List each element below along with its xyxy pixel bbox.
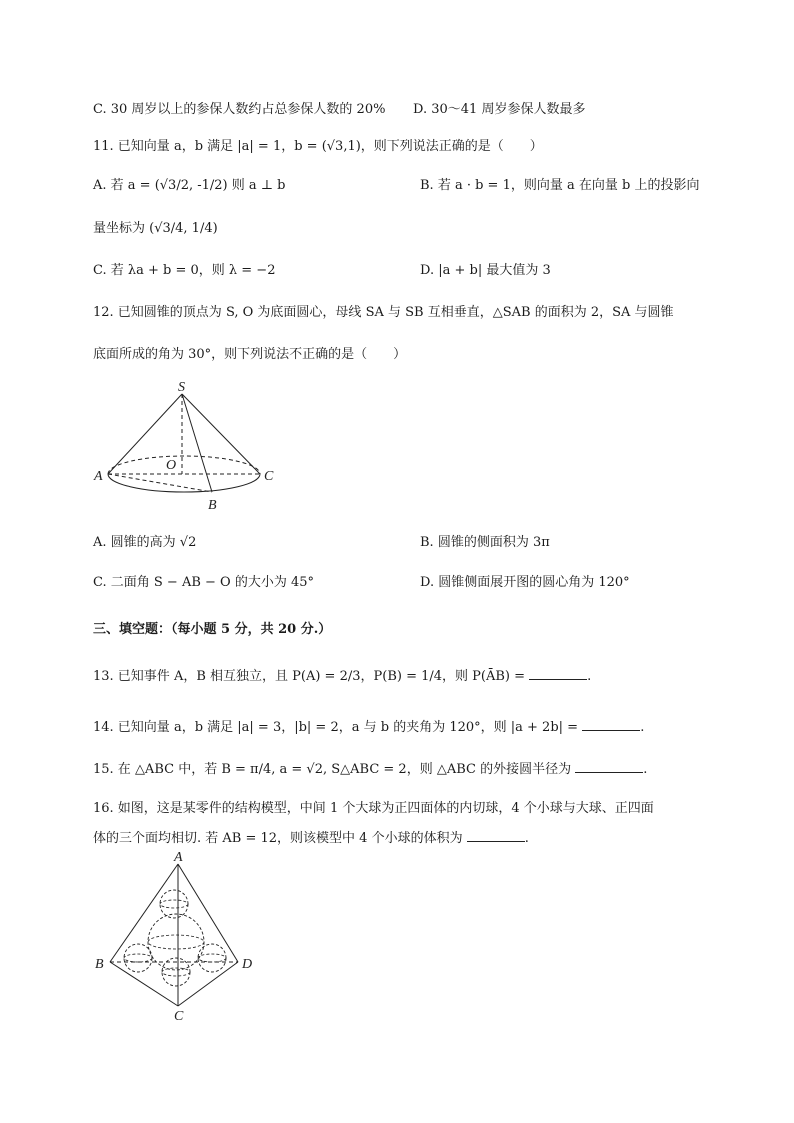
tetra-label-a: A xyxy=(174,850,183,865)
tetra-small-sphere-right-equator xyxy=(198,954,226,962)
q10-option-d: D. 30～41 周岁参保人数最多 xyxy=(413,102,586,117)
q14: 14. 已知向量 a，b 满足 |a| = 3，|b| = 2，a 与 b 的夹角为 120°，则 |a + 2b| = . xyxy=(93,720,645,735)
tetra-small-sphere-bottom-equator xyxy=(162,968,190,976)
tetra-small-sphere-top-equator xyxy=(160,900,188,908)
q16-text: 体的三个面均相切. 若 AB = 12，则该模型中 4 个小球的体积为 xyxy=(93,831,463,846)
q13-text: 13. 已知事件 A，B 相互独立，且 P(A) = 2/3，P(B) = 1/4，则 P(ĀB) = xyxy=(93,669,526,684)
cone-label-a: A xyxy=(94,469,103,484)
cone-figure xyxy=(90,380,280,515)
tetra-small-sphere-top xyxy=(160,890,188,918)
q11-option-b-cont: 量坐标为 (√3/4, 1/4) xyxy=(93,221,218,236)
q11-stem: 11. 已知向量 a，b 满足 |a| = 1，b = (√3,1)，则下列说法正确的是（ ） xyxy=(93,139,543,154)
tetrahedron-figure xyxy=(90,850,260,1022)
q12-stem: 12. 已知圆锥的顶点为 S, O 为底面圆心，母线 SA 与 SB 互相垂直，△SAB 的面积为 2，SA 与圆锥 xyxy=(93,305,674,320)
q14-answer-blank xyxy=(582,718,640,731)
cone-label-c: C xyxy=(264,469,274,484)
tetra-edge-cd xyxy=(178,962,238,1006)
q11-option-b: B. 若 a · b = 1，则向量 a 在向量 b 上的投影向 xyxy=(420,178,700,193)
q16-stem: 16. 如图，这是某零件的结构模型，中间 1 个大球为正四面体的内切球，4 个小球与大球、正四面 xyxy=(93,801,654,816)
q12-option-c: C. 二面角 S − AB − O 的大小为 45° xyxy=(93,575,315,590)
tetra-label-b: B xyxy=(95,957,104,972)
tetra-edge-ab xyxy=(110,864,178,962)
cone-label-s: S xyxy=(178,380,185,395)
tetra-edge-ad xyxy=(178,864,238,962)
cone-label-o: O xyxy=(166,458,177,473)
cone-edge-sc xyxy=(182,394,260,474)
tetra-label-c: C xyxy=(174,1009,184,1022)
q16-stem-cont: 体的三个面均相切. 若 AB = 12，则该模型中 4 个小球的体积为 . xyxy=(93,831,529,846)
q12-stem-cont: 底面所成的角为 30°，则下列说法不正确的是（ ） xyxy=(93,347,407,362)
q11-option-c: C. 若 λa + b = 0，则 λ = −2 xyxy=(93,263,276,278)
cone-chord-ab xyxy=(108,474,212,492)
q14-text: 14. 已知向量 a，b 满足 |a| = 3，|b| = 2，a 与 b 的夹角为 120°，则 |a + 2b| = xyxy=(93,720,579,735)
cone-label-b: B xyxy=(208,498,217,513)
q16-answer-blank xyxy=(467,829,525,842)
q13-answer-blank xyxy=(529,667,587,680)
tetra-small-sphere-right xyxy=(198,944,226,972)
cone-base-front xyxy=(108,474,260,492)
q15: 15. 在 △ABC 中，若 B = π/4, a = √2, S△ABC = 2，则 △ABC 的外接圆半径为 . xyxy=(93,762,648,777)
q12-option-b: B. 圆锥的侧面积为 3π xyxy=(420,535,550,550)
q10-option-c: C. 30 周岁以上的参保人数约占总参保人数的 20% xyxy=(93,102,386,117)
tetra-label-d: D xyxy=(242,957,253,972)
tetra-big-sphere-equator xyxy=(148,935,204,949)
q12-option-d: D. 圆锥侧面展开图的圆心角为 120° xyxy=(420,575,630,590)
tetra-small-sphere-left xyxy=(124,944,152,972)
q13: 13. 已知事件 A，B 相互独立，且 P(A) = 2/3，P(B) = 1/4，则 P(ĀB) = . xyxy=(93,669,592,684)
tetra-small-sphere-left-equator xyxy=(124,954,152,962)
q15-answer-blank xyxy=(575,760,643,773)
q12-option-a: A. 圆锥的高为 √2 xyxy=(93,535,197,550)
cone-base-back xyxy=(108,456,260,474)
q11-option-d: D. |a + b| 最大值为 3 xyxy=(420,263,551,278)
q11-option-a: A. 若 a = (√3/2, -1/2) 则 a ⊥ b xyxy=(93,178,286,193)
q15-text: 15. 在 △ABC 中，若 B = π/4, a = √2, S△ABC = 2，则 △ABC 的外接圆半径为 xyxy=(93,762,572,777)
section-3-heading: 三、填空题：（每小题 5 分，共 20 分.） xyxy=(93,622,332,637)
